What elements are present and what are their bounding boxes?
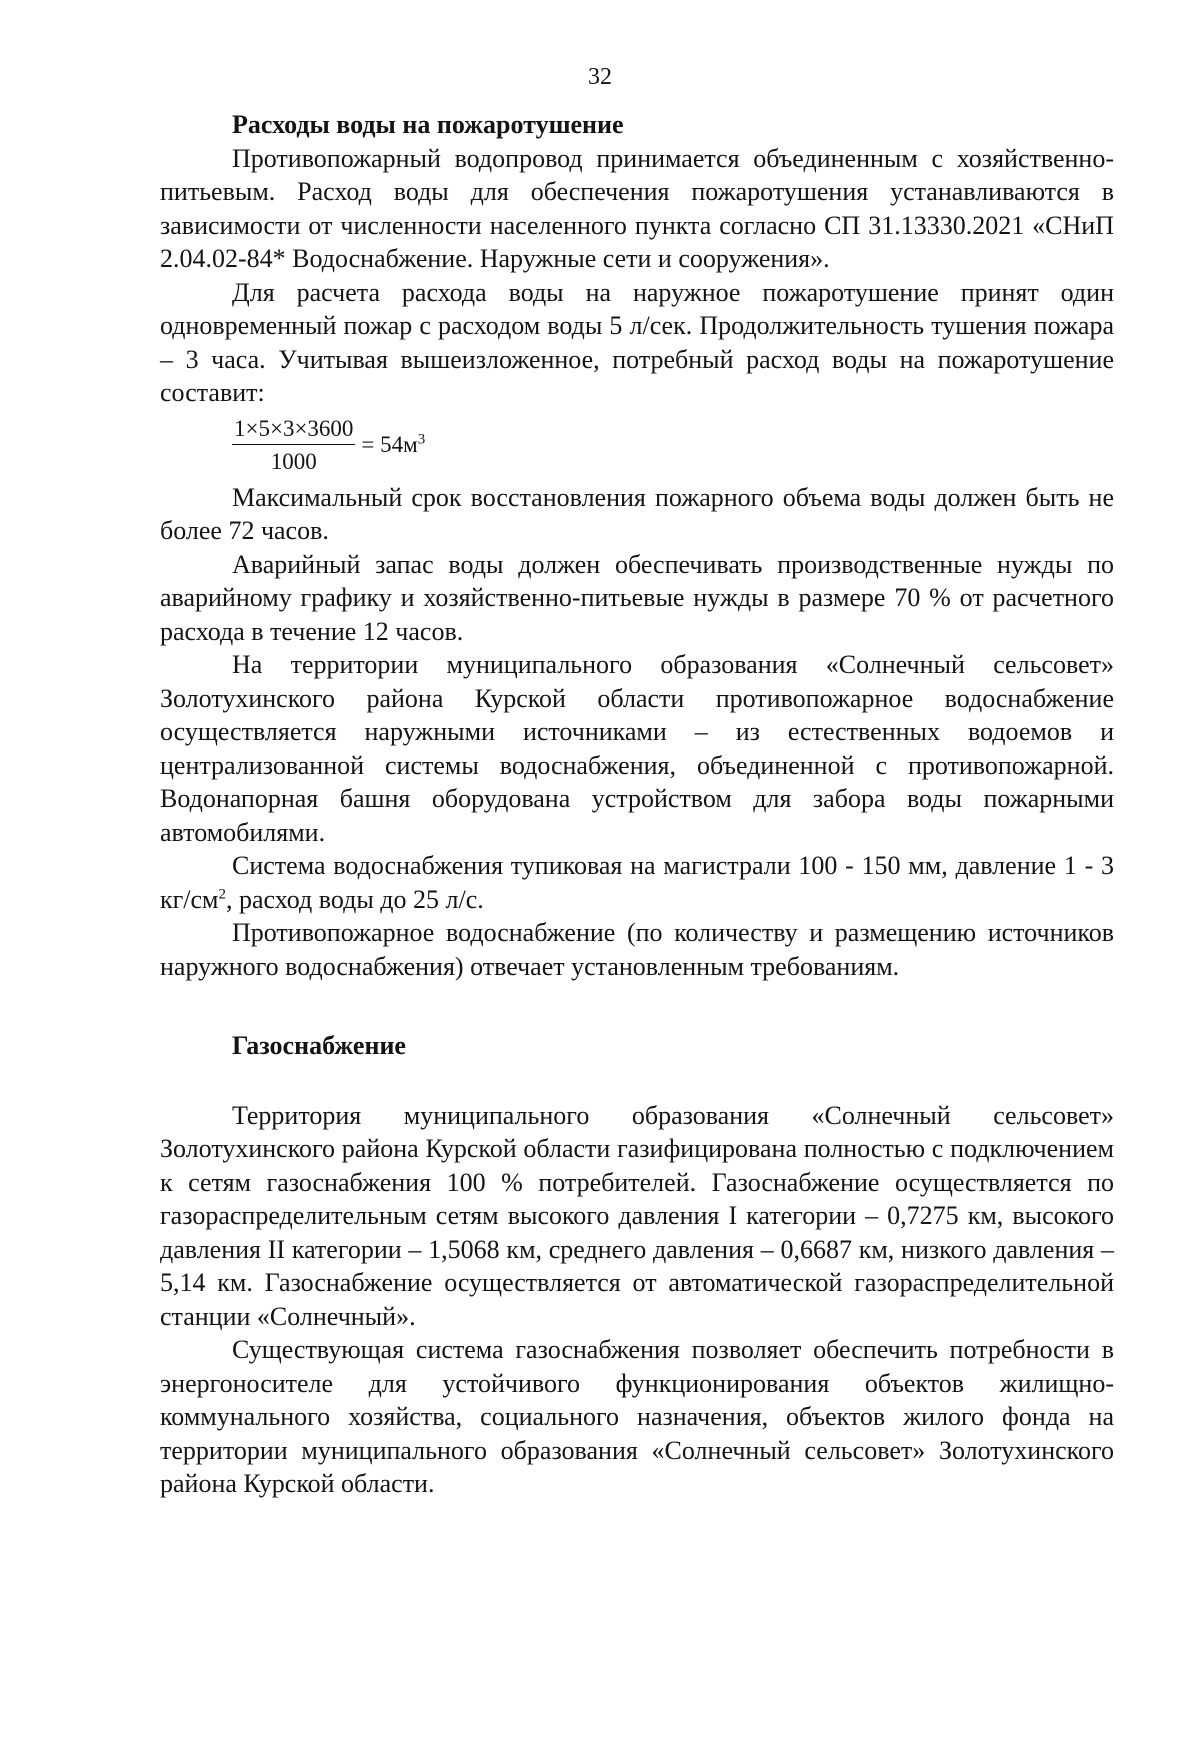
formula-result-value: = 54м bbox=[361, 432, 418, 457]
section-heading-gas-supply: Газоснабжение bbox=[232, 1031, 406, 1060]
page-number: 32 bbox=[588, 64, 612, 90]
paragraph-system-pressure bbox=[160, 849, 1114, 916]
formula-result-exponent: 3 bbox=[417, 431, 426, 448]
formula-fraction bbox=[232, 416, 355, 475]
paragraph-territory-water: На территории муниципального образования «Солнечный сельсовет» Золотухинского района Курской области противопожарное водоснабжение осуществляется наружными источниками – из естественных водоемов и централизованной системы водоснабжения, объединенной с противопожарной. Водонапорная башня оборудована устройством для забора воды пожарными автомобилями. bbox=[160, 650, 1114, 847]
page-content bbox=[160, 108, 1114, 1501]
paragraph-emergency-reserve: Аварийный запас воды должен обеспечивать производственные нужды по аварийному графику и хозяйственно-питьевые нужды в размере 70 % от расчетного расхода в течение 12 часов. bbox=[160, 549, 1114, 646]
formula-result bbox=[361, 432, 425, 458]
paragraph-fire-calculation: Для расчета расхода воды на наружное пожаротушение принят один одновременный пожар с расходом воды 5 л/сек. Продолжительность тушения пожара – 3 часа. Учитывая вышеизложенное, потребный расход воды на пожаротушение составит: bbox=[160, 277, 1114, 407]
pressure-text-part2: , расход воды до 25 л/с. bbox=[226, 884, 484, 914]
water-volume-formula bbox=[232, 416, 1114, 475]
paragraph-gas-system-capacity: Существующая система газоснабжения позволяет обеспечить потребности в энергоносителе для устойчивого функционирования объектов жилищно-коммунального хозяйства, социального назначения, объектов жилого фонда на территории муниципального образования «Солнечный сельсовет» Золотухинского района Курской области. bbox=[160, 1335, 1114, 1498]
formula-denominator: 1000 bbox=[270, 448, 317, 474]
paragraph-restore-time: Максимальный срок восстановления пожарного объема воды должен быть не более 72 часов. bbox=[160, 482, 1114, 545]
paragraph-water-supply-type: Противопожарный водопровод принимается объединенным с хозяйственно-питьевым. Расход воды для обеспечения пожаротушения устанавливаются в зависимости от численности населенного пункта согласно СП 31.13330.2021 «СНиП 2.04.02-84* Водоснабжение. Наружные сети и сооружения». bbox=[160, 143, 1114, 273]
paragraph-fire-requirements: Противопожарное водоснабжение (по количеству и размещению источников наружного водоснабжения) отвечает установленным требованиям. bbox=[160, 918, 1114, 981]
pressure-unit-exponent: 2 bbox=[218, 885, 227, 902]
paragraph-gasification: Территория муниципального образования «Солнечный сельсовет» Золотухинского района Курской области газифицирована полностью с подключением к сетям газоснабжения 100 % потребителей. Газоснабжение осуществляется по газораспределительным сетям высокого давления I категории – 0,7275 км, высокого давления II категории – 1,5068 км, среднего давления – 0,6687 км, низкого давления – 5,14 км. Газоснабжение осуществляется от автоматической газораспределительной станции «Солнечный». bbox=[160, 1100, 1114, 1331]
section-heading-fire-water: Расходы воды на пожаротушение bbox=[232, 110, 624, 139]
formula-numerator: 1×5×3×3600 bbox=[232, 416, 355, 445]
pressure-text-part1: Система водоснабжения тупиковая на магистрали 100 - 150 мм, давление 1 - 3 кг/см bbox=[160, 851, 1114, 914]
